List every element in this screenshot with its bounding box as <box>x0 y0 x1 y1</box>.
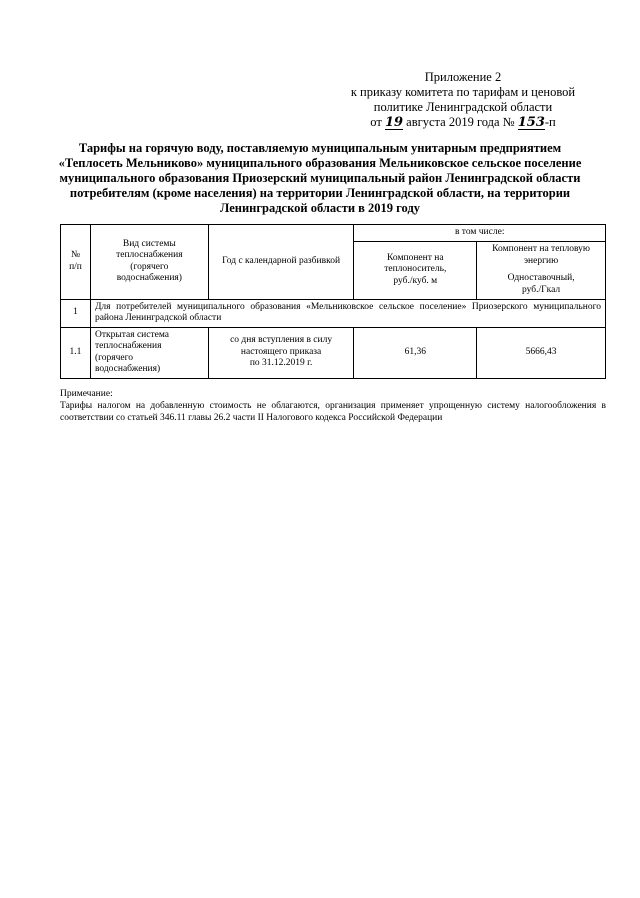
title-line-3: муниципального образования Приозерский муниципальный район Ленинградской области <box>59 171 581 185</box>
note-text: Тарифы налогом на добавленную стоимость не облагаются, организация применяет упрощенную систему налогообложения в соответствии со статьей 346.11 главы 26.2 части II Налогового кодекса Российской Федерации <box>60 401 606 423</box>
header-including: в том числе: <box>354 225 606 242</box>
group-description: Для потребителей муниципального образования «Мельниковское сельское поселение» Приозерского муниципального района Ленинградской области <box>90 299 605 327</box>
number-suffix: -п <box>544 115 556 129</box>
table-row <box>61 327 606 378</box>
title-line-2: «Теплосеть Мельниково» муниципального образования Мельниковское сельское поселение <box>58 156 582 170</box>
appendix-header <box>338 70 588 130</box>
row-coolant-value: 61,36 <box>354 327 477 378</box>
table-group-row <box>61 299 606 327</box>
note-label: Примечание: <box>60 389 113 399</box>
header-coolant-component: Компонент на теплоноситель, руб./куб. м <box>354 241 477 299</box>
title-line-5: Ленинградской области в 2019 году <box>219 201 421 215</box>
handwritten-day: 19 <box>384 115 404 130</box>
header-system-type: Вид системы теплоснабжения (горячего водоснабжения) <box>90 225 208 300</box>
group-number: 1 <box>61 299 91 327</box>
header-energy-component: Компонент на тепловую энергию Одноставочный, руб./Гкал <box>477 241 606 299</box>
date-prefix: от <box>370 115 382 129</box>
appendix-date-line <box>338 115 588 130</box>
handwritten-number: 153 <box>517 115 545 130</box>
tariff-table <box>60 224 606 379</box>
title-line-4: потребителям (кроме населения) на территории Ленинградской области, на территории <box>69 186 571 200</box>
appendix-order-ref: к приказу комитета по тарифам и ценовой <box>350 85 576 99</box>
header-row-1 <box>61 225 606 242</box>
title-line-1: Тарифы на горячую воду, поставляемую муниципальным унитарным предприятием <box>78 141 562 155</box>
row-period: со дня вступления в силу настоящего приказа по 31.12.2019 г. <box>208 327 354 378</box>
date-middle: августа 2019 года № <box>406 115 515 129</box>
appendix-committee: политике Ленинградской области <box>373 100 553 114</box>
header-year: Год с календарной разбивкой <box>208 225 354 300</box>
appendix-title: Приложение 2 <box>424 70 502 84</box>
note-section <box>60 388 606 424</box>
header-number: № п/п <box>61 225 91 300</box>
row-number: 1.1 <box>61 327 91 378</box>
row-system-type: Открытая система теплоснабжения (горячего водоснабжения) <box>90 327 208 378</box>
document-title <box>50 141 590 216</box>
row-energy-value: 5666,43 <box>477 327 606 378</box>
